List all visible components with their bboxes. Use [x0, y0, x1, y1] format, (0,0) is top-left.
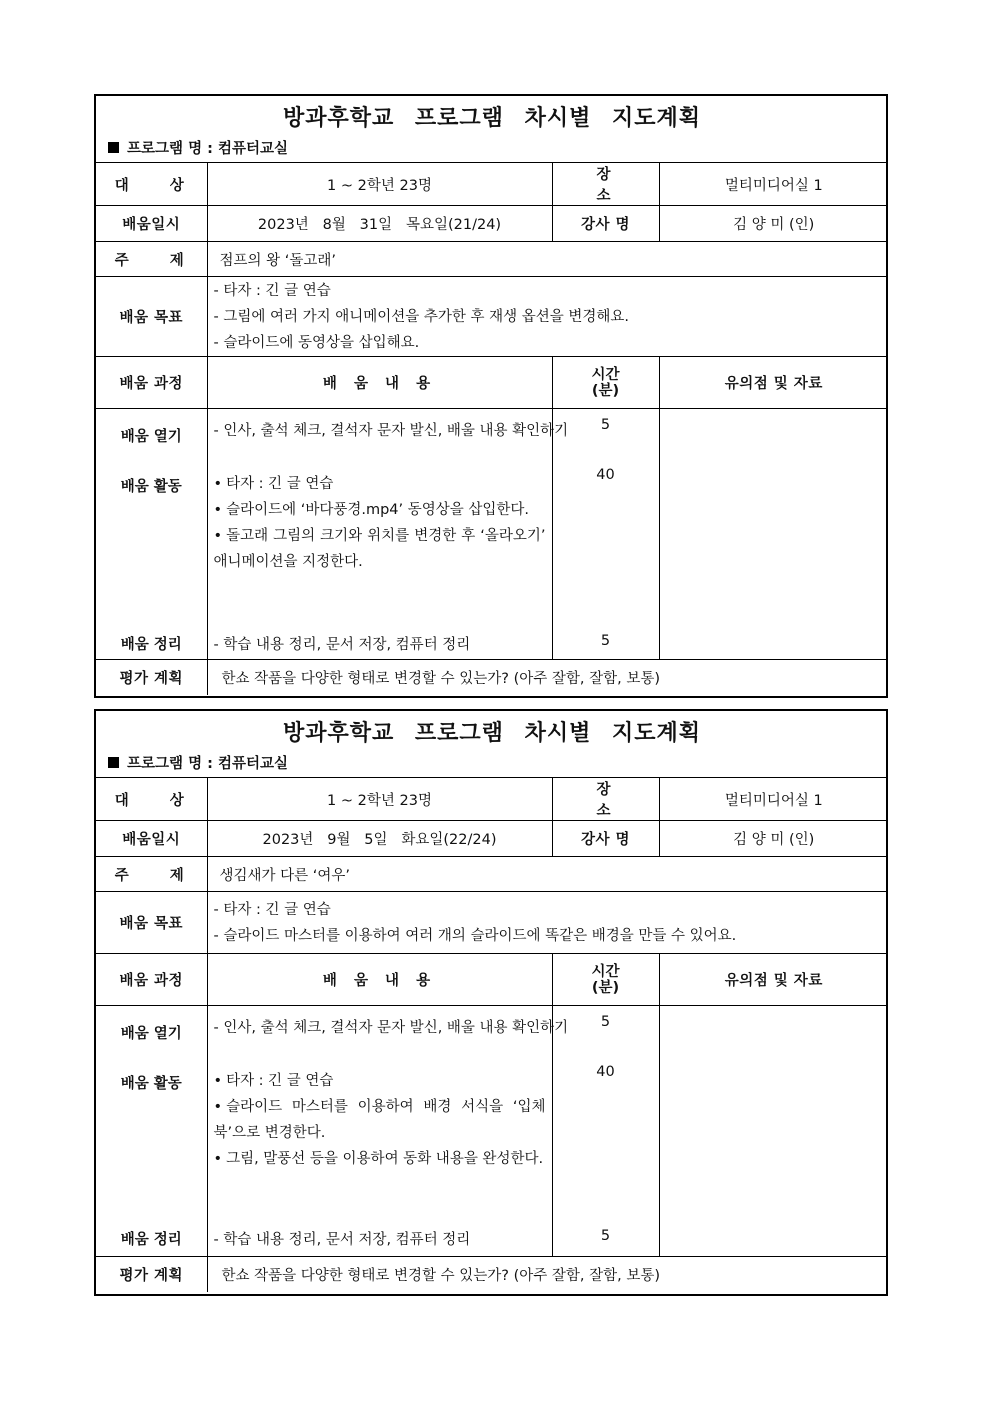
- target-value: 1 ~ 2학년 23명: [207, 163, 552, 206]
- topic-label: 주 제: [96, 242, 207, 277]
- activity-list: [208, 1068, 552, 1172]
- date-value: 2023년 8월 31일 목요일(21/24): [207, 206, 552, 242]
- process-column: [96, 409, 207, 660]
- eval-text: 한쇼 작품을 다양한 형태로 변경할 수 있는가? (아주 잘함, 잘함, 보통): [207, 660, 888, 695]
- square-bullet-icon: [108, 142, 119, 153]
- close-time: 5: [600, 633, 611, 649]
- eval-label: 평가 계획: [96, 660, 207, 695]
- activity-label: 배움 활동: [120, 1076, 182, 1092]
- open-time: 5: [600, 417, 611, 433]
- page-title: 방과후학교 프로그램 차시별 지도계획: [283, 721, 702, 746]
- notes-header: 유의점 및 자료: [659, 954, 888, 1006]
- activity-item: • 돌고래 그림의 크기와 위치를 변경한 후 ‘올라오기’ 애니메이션을 지정한다.: [214, 523, 552, 575]
- lesson-plan-table: [96, 711, 888, 1292]
- open-text: - 인사, 출석 체크, 결석자 문자 발신, 배울 내용 확인하기: [213, 1020, 569, 1036]
- process-header: 배움 과정: [96, 357, 207, 409]
- close-text: - 학습 내용 정리, 문서 저장, 컴퓨터 정리: [213, 1232, 471, 1248]
- goal-list: [207, 892, 888, 954]
- activity-time: 40: [596, 467, 615, 483]
- content-column: [207, 409, 569, 660]
- open-label: 배움 열기: [120, 1026, 182, 1042]
- date-label: 배움일시: [96, 206, 207, 242]
- target-label: 대 상: [96, 778, 207, 821]
- place-value: 멀티미디어실 1: [659, 778, 888, 821]
- time-header: 시간 (분): [552, 954, 659, 1006]
- goal-label: 배움 목표: [96, 277, 207, 357]
- process-column: [96, 1006, 207, 1257]
- program-name: 프로그램 명 : 컴퓨터교실: [104, 136, 880, 162]
- teacher-label: 강사 명: [552, 206, 659, 242]
- time-header: 시간 (분): [552, 357, 659, 409]
- topic-label: 주 제: [96, 857, 207, 892]
- open-text: - 인사, 출석 체크, 결석자 문자 발신, 배울 내용 확인하기: [213, 423, 569, 439]
- teacher-value: 김 양 미 (인): [659, 821, 888, 857]
- content-header: 배 움 내 용: [207, 954, 552, 1006]
- goal-item: - 슬라이드 마스터를 이용하여 여러 개의 슬라이드에 똑같은 배경을 만들 수 있어요.: [213, 927, 737, 944]
- close-text: - 학습 내용 정리, 문서 저장, 컴퓨터 정리: [213, 637, 471, 653]
- lesson-plan-1: [94, 94, 888, 698]
- goal-item: - 타자 : 긴 글 연습: [213, 282, 331, 299]
- content-column: [207, 1006, 569, 1257]
- activity-list: [208, 471, 552, 575]
- content-header: 배 움 내 용: [207, 357, 552, 409]
- time-column: [552, 409, 659, 660]
- target-value: 1 ~ 2학년 23명: [207, 778, 552, 821]
- lesson-plan-2: [94, 709, 888, 1296]
- activity-time: 40: [596, 1064, 615, 1080]
- activity-item: • 타자 : 긴 글 연습: [214, 1068, 552, 1094]
- place-label: 장 소: [552, 163, 659, 206]
- date-value: 2023년 9월 5일 화요일(22/24): [207, 821, 552, 857]
- program-name: 프로그램 명 : 컴퓨터교실: [104, 751, 880, 777]
- teacher-value: 김 양 미 (인): [659, 206, 888, 242]
- close-time: 5: [600, 1228, 611, 1244]
- open-label: 배움 열기: [120, 429, 182, 445]
- notes-column: [659, 409, 888, 660]
- goal-item: - 그림에 여러 가지 애니메이션을 추가한 후 재생 옵션을 변경해요.: [213, 308, 630, 325]
- notes-column: [659, 1006, 888, 1257]
- target-label: 대 상: [96, 163, 207, 206]
- page-title: 방과후학교 프로그램 차시별 지도계획: [283, 106, 702, 131]
- time-column: [552, 1006, 659, 1257]
- close-label: 배움 정리: [120, 1232, 182, 1248]
- notes-header: 유의점 및 자료: [659, 357, 888, 409]
- close-label: 배움 정리: [120, 637, 182, 653]
- place-value: 멀티미디어실 1: [659, 163, 888, 206]
- teacher-label: 강사 명: [552, 821, 659, 857]
- eval-label: 평가 계획: [96, 1257, 207, 1292]
- lesson-plan-table: [96, 96, 888, 695]
- activity-item: • 슬라이드에 ‘바다풍경.mp4’ 동영상을 삽입한다.: [214, 497, 552, 523]
- process-header: 배움 과정: [96, 954, 207, 1006]
- activity-label: 배움 활동: [120, 479, 182, 495]
- place-label: 장 소: [552, 778, 659, 821]
- goal-item: - 슬라이드에 동영상을 삽입해요.: [213, 334, 420, 351]
- goal-list: [207, 277, 888, 357]
- date-label: 배움일시: [96, 821, 207, 857]
- topic-value: 생김새가 다른 ‘여우’: [207, 857, 888, 892]
- goal-item: - 타자 : 긴 글 연습: [213, 901, 331, 918]
- eval-text: 한쇼 작품을 다양한 형태로 변경할 수 있는가? (아주 잘함, 잘함, 보통): [207, 1257, 888, 1292]
- activity-item: • 그림, 말풍선 등을 이용하여 동화 내용을 완성한다.: [214, 1146, 552, 1172]
- goal-label: 배움 목표: [96, 892, 207, 954]
- square-bullet-icon: [108, 757, 119, 768]
- open-time: 5: [600, 1014, 611, 1030]
- activity-item: • 슬라이드 마스터를 이용하여 배경 서식을 ‘입체북’으로 변경한다.: [214, 1094, 552, 1146]
- topic-value: 점프의 왕 ‘돌고래’: [207, 242, 888, 277]
- activity-item: • 타자 : 긴 글 연습: [214, 471, 552, 497]
